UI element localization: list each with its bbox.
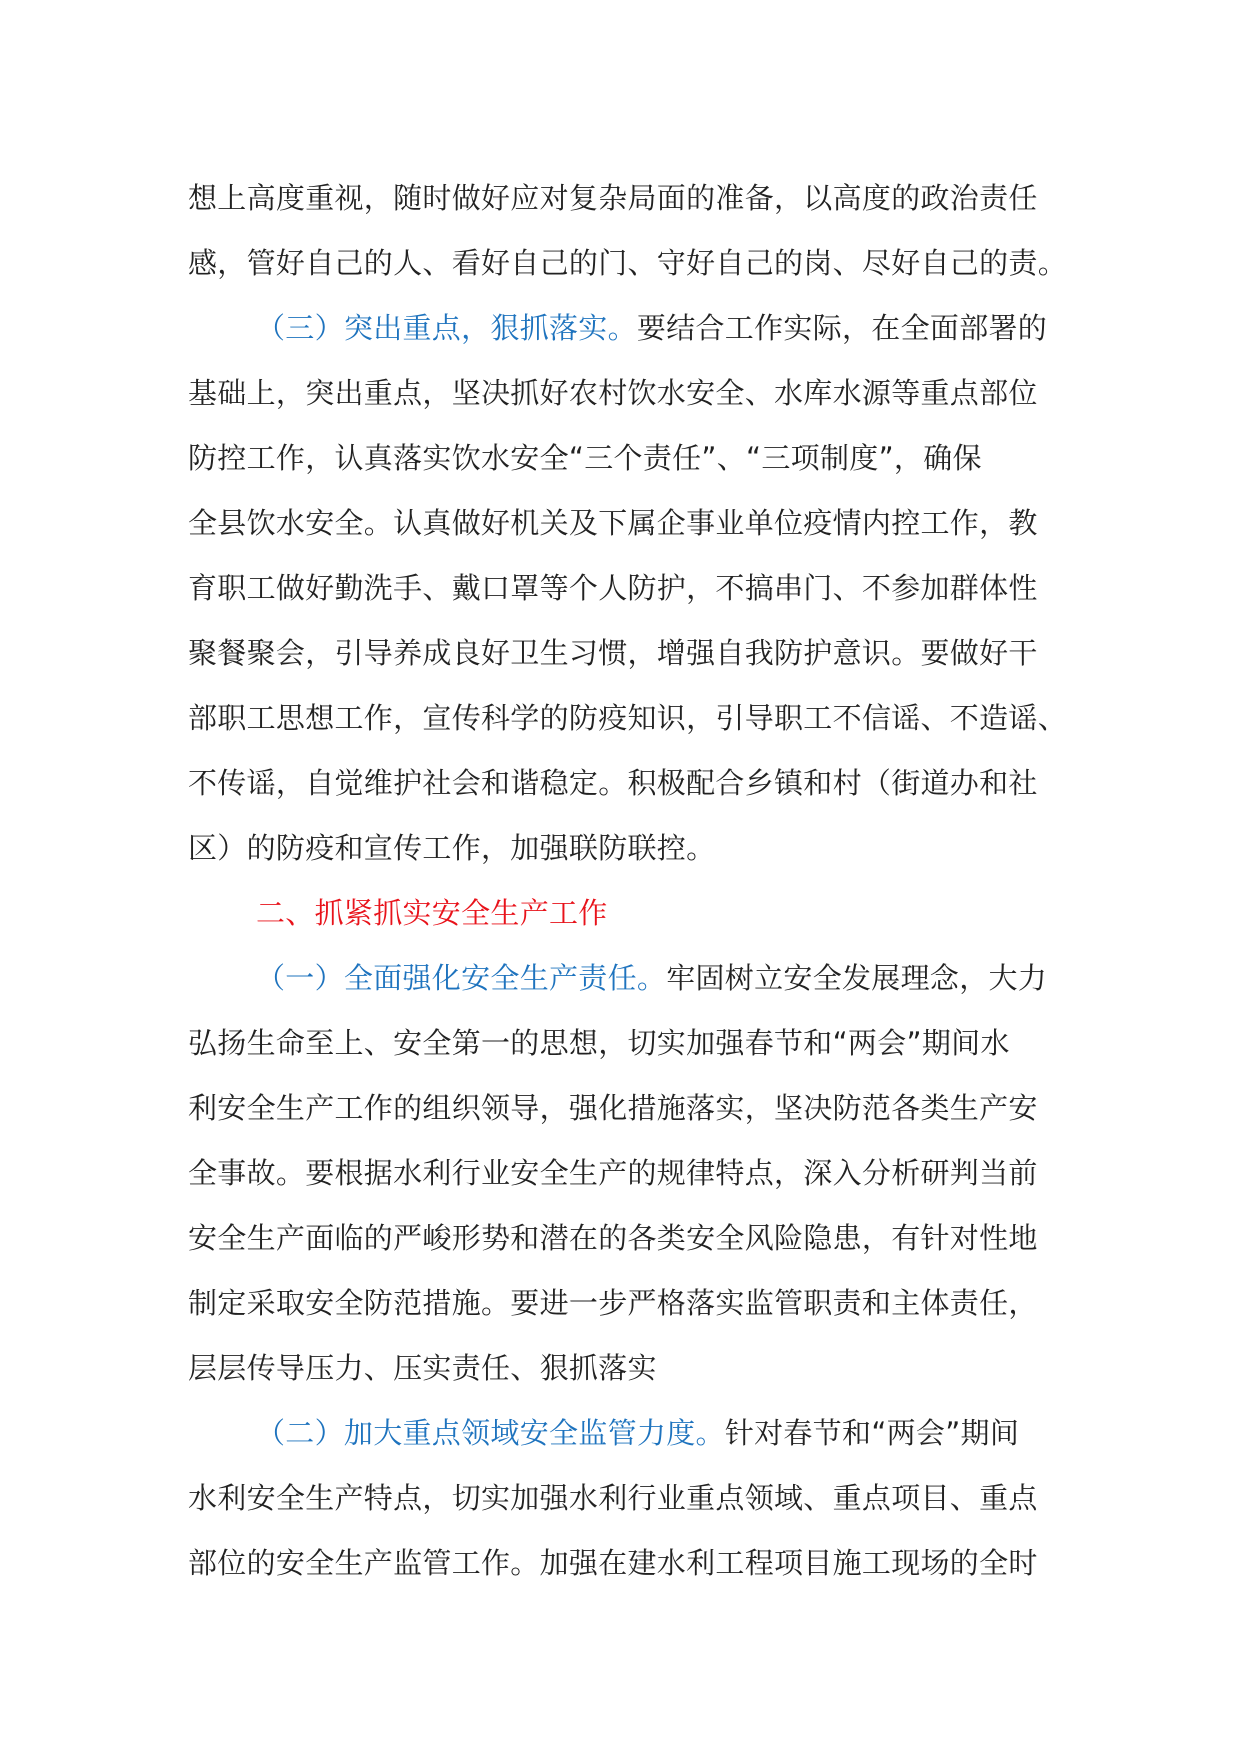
text-line: 制定采取安全防范措施。要进一步严格落实监管职责和主体责任， — [188, 1286, 1038, 1320]
text-line: 部位的安全生产监管工作。加强在建水利工程项目施工现场的全时 — [188, 1546, 1038, 1580]
text-line: 利安全生产工作的组织领导，强化措施落实，坚决防范各类生产安 — [188, 1091, 1038, 1125]
text-line: 层层传导压力、压实责任、狠抓落实 — [188, 1351, 657, 1385]
text-run: 针对春节和“两会”期间 — [724, 1416, 1020, 1450]
section-heading: 二、抓紧抓实安全生产工作 — [256, 896, 608, 930]
text-run: 牢固树立安全发展理念，大力 — [666, 961, 1048, 995]
subheading-2: （二）加大重点领域安全监管力度。 — [256, 1416, 725, 1450]
paragraph-3 — [188, 946, 1068, 1401]
text-line: 不传谣，自觉维护社会和谐稳定。积极配合乡镇和村（街道办和社 — [188, 766, 1038, 800]
text-line: 弘扬生命至上、安全第一的思想，切实加强春节和“两会”期间水 — [188, 1026, 1010, 1060]
text-line: 全县饮水安全。认真做好机关及下属企事业单位疫情内控工作，教 — [188, 506, 1038, 540]
paragraph-1 — [188, 166, 1068, 296]
paragraph-4 — [188, 1401, 1068, 1596]
text-line: 防控工作，认真落实饮水安全“三个责任”、“三项制度”，确保 — [188, 441, 982, 475]
text-line: 育职工做好勤洗手、戴口罩等个人防护，不搞串门、不参加群体性 — [188, 571, 1038, 605]
text-line: 想上高度重视，随时做好应对复杂局面的准备，以高度的政治责任 — [188, 181, 1038, 215]
text-line: 基础上，突出重点，坚决抓好农村饮水安全、水库水源等重点部位 — [188, 376, 1038, 410]
paragraph-first-line — [188, 946, 1068, 1011]
text-line: 水利安全生产特点，切实加强水利行业重点领域、重点项目、重点 — [188, 1481, 1038, 1515]
text-line: 全事故。要根据水利行业安全生产的规律特点，深入分析研判当前 — [188, 1156, 1038, 1190]
paragraph-first-line — [188, 296, 1068, 361]
paragraph-first-line — [188, 1401, 1068, 1466]
text-line: 区）的防疫和宣传工作，加强联防联控。 — [188, 831, 716, 865]
subheading-1: （一）全面强化安全生产责任。 — [256, 961, 667, 995]
text-line: 部职工思想工作，宣传科学的防疫知识，引导职工不信谣、不造谣、 — [188, 701, 1068, 735]
text-line: 感，管好自己的人、看好自己的门、守好自己的岗、尽好自己的责。 — [188, 246, 1068, 280]
subheading-3: （三）突出重点，狠抓落实。 — [256, 311, 637, 345]
paragraph-2 — [188, 296, 1068, 881]
text-line: 安全生产面临的严峻形势和潜在的各类安全风险隐患，有针对性地 — [188, 1221, 1038, 1255]
text-line: 聚餐聚会，引导养成良好卫生习惯，增强自我防护意识。要做好干 — [188, 636, 1038, 670]
document-body — [188, 166, 1068, 1596]
text-run: 要结合工作实际，在全面部署的 — [636, 311, 1048, 345]
